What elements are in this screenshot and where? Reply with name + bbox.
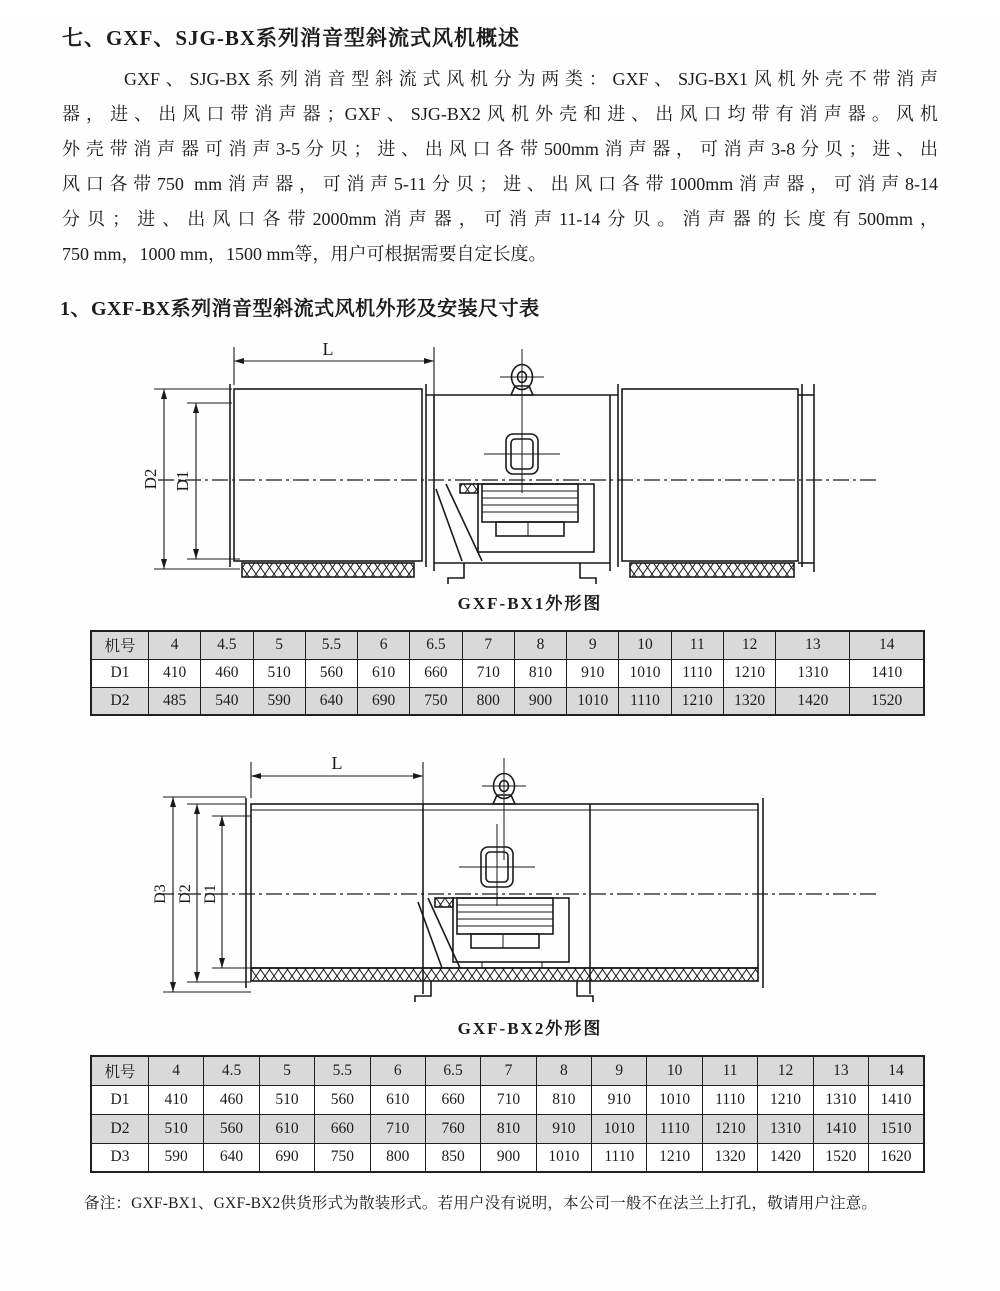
dimension-D2 [154, 389, 240, 569]
table-cell: 660 [410, 659, 462, 687]
table-cell: 1110 [702, 1085, 757, 1114]
table-cell: 690 [358, 687, 410, 715]
table-cell: 1310 [758, 1114, 813, 1143]
table-cell: 1010 [567, 687, 619, 715]
table-cell: 910 [567, 659, 619, 687]
table-row [91, 1085, 924, 1114]
table-cell: 560 [204, 1114, 259, 1143]
table-cell: 6.5 [410, 631, 462, 659]
table-cell: 10 [647, 1056, 702, 1085]
intro-line: 750 mm，1000 mm，1500 mm等，用户可根据需要自定长度。 [62, 244, 547, 264]
table-cell: 540 [201, 687, 253, 715]
row-label: D2 [91, 687, 148, 715]
table-cell: 4 [148, 1056, 203, 1085]
table-cell: 900 [481, 1143, 536, 1172]
table-cell: 750 [410, 687, 462, 715]
table-cell: 900 [514, 687, 566, 715]
dim-label-D3: D3 [152, 884, 169, 904]
row-label: 机号 [91, 631, 148, 659]
table-cell: 13 [776, 631, 850, 659]
table-cell: 710 [462, 659, 514, 687]
motor-assembly [436, 484, 594, 561]
table-cell: 810 [536, 1085, 591, 1114]
figure-bx1 [130, 327, 930, 614]
table-cell: 6 [370, 1056, 425, 1085]
table-cell: 1510 [869, 1114, 924, 1143]
table-cell: 1410 [850, 659, 924, 687]
table-cell: 1110 [671, 659, 723, 687]
table-cell: 5.5 [315, 1056, 370, 1085]
footnote: 备注：GXF-BX1、GXF-BX2供货形式为散装形式。若用户没有说明，本公司一般不在法兰上打孔，敬请用户注意。 [84, 1195, 878, 1212]
row-label: D1 [91, 1085, 148, 1114]
table-row [91, 1143, 924, 1172]
table-cell: 1320 [723, 687, 775, 715]
table-cell: 5 [259, 1056, 314, 1085]
dim-label-L: L [331, 753, 343, 773]
table-cell: 12 [723, 631, 775, 659]
table-cell: 1010 [647, 1085, 702, 1114]
table-cell: 10 [619, 631, 671, 659]
table-cell: 810 [514, 659, 566, 687]
table-cell: 1620 [869, 1143, 924, 1172]
table-cell: 410 [148, 1085, 203, 1114]
table-cell: 13 [813, 1056, 868, 1085]
table-cell: 8 [536, 1056, 591, 1085]
dims-table-1 [90, 630, 925, 716]
table-cell: 640 [305, 687, 357, 715]
table-row [91, 631, 924, 659]
table-cell: 1410 [813, 1114, 868, 1143]
intro-line: 分贝；进、出风口各带2000mm消声器，可消声11-14分贝。消声器的长度有500mm， [62, 209, 938, 229]
table-cell: 4.5 [204, 1056, 259, 1085]
table-cell: 1420 [758, 1143, 813, 1172]
table-cell: 11 [671, 631, 723, 659]
table-cell: 1210 [723, 659, 775, 687]
table-cell: 1110 [619, 687, 671, 715]
row-label: D2 [91, 1114, 148, 1143]
section-heading: 1、GXF-BX系列消音型斜流式风机外形及安装尺寸表 [60, 298, 540, 320]
table-cell: 800 [462, 687, 514, 715]
figure-bx2-caption: GXF-BX2外形图 [457, 1019, 603, 1038]
table-cell: 14 [850, 631, 924, 659]
table-cell: 1210 [758, 1085, 813, 1114]
table-cell: 560 [315, 1085, 370, 1114]
support-feet [415, 981, 593, 1002]
table-cell: 1520 [850, 687, 924, 715]
table-cell: 810 [481, 1114, 536, 1143]
table-cell: 750 [315, 1143, 370, 1172]
table-cell: 760 [425, 1114, 480, 1143]
figure-bx1-drawing [130, 327, 930, 587]
table-cell: 660 [425, 1085, 480, 1114]
table-cell: 610 [259, 1114, 314, 1143]
dimension-D1 [187, 403, 240, 559]
support-feet [448, 563, 596, 584]
figure-bx2-drawing [130, 742, 930, 1012]
dim-label-L: L [322, 339, 334, 359]
table-cell: 1010 [592, 1114, 647, 1143]
dims-table-2-wrap [90, 1055, 925, 1173]
table-cell: 710 [481, 1085, 536, 1114]
table-cell: 1010 [619, 659, 671, 687]
table-cell: 9 [567, 631, 619, 659]
dims-table-2 [90, 1055, 925, 1173]
silencer-hatch [242, 563, 414, 577]
table-cell: 910 [536, 1114, 591, 1143]
table-cell: 1210 [671, 687, 723, 715]
table-cell: 850 [425, 1143, 480, 1172]
eyebolt-icon [500, 349, 544, 421]
table-cell: 1010 [536, 1143, 591, 1172]
row-label: D1 [91, 659, 148, 687]
table-cell: 1210 [647, 1143, 702, 1172]
table-cell: 11 [702, 1056, 757, 1085]
intro-line: 器，进、出风口带消声器；GXF、SJG-BX2风机外壳和进、出风口均带有消声器。风机 [62, 104, 938, 124]
table-cell: 460 [204, 1085, 259, 1114]
table-cell: 9 [592, 1056, 647, 1085]
motor-assembly [418, 898, 569, 968]
table-row [91, 659, 924, 687]
row-label: D3 [91, 1143, 148, 1172]
table-cell: 1310 [813, 1085, 868, 1114]
table-row [91, 687, 924, 715]
table-cell: 510 [253, 659, 305, 687]
table-cell: 14 [869, 1056, 924, 1085]
table-cell: 460 [201, 659, 253, 687]
table-cell: 640 [204, 1143, 259, 1172]
intro-line: 外壳带消声器可消声3-5分贝；进、出风口各带500mm消声器，可消声3-8分贝；进、出 [62, 139, 938, 159]
table-cell: 410 [148, 659, 200, 687]
table-cell: 910 [592, 1085, 647, 1114]
table-cell: 1110 [647, 1114, 702, 1143]
table-cell: 8 [514, 631, 566, 659]
table-cell: 710 [370, 1114, 425, 1143]
eyebolt-icon [482, 758, 526, 860]
document-page [0, 22, 1000, 1291]
intro-line: GXF、SJG-BX系列消音型斜流式风机分为两类：GXF、SJG-BX1风机外壳不带消声 [124, 69, 938, 89]
table-cell: 660 [315, 1114, 370, 1143]
table-cell: 1420 [776, 687, 850, 715]
table-cell: 485 [148, 687, 200, 715]
dim-label-D1: D1 [202, 884, 219, 904]
table-cell: 800 [370, 1143, 425, 1172]
table-cell: 1210 [702, 1114, 757, 1143]
table-cell: 610 [358, 659, 410, 687]
table-cell: 4 [148, 631, 200, 659]
dim-label-D1: D1 [173, 470, 192, 492]
table-cell: 1110 [592, 1143, 647, 1172]
table-cell: 1320 [702, 1143, 757, 1172]
silencer-hatch [251, 968, 758, 981]
table-row [91, 1114, 924, 1143]
table-row [91, 1056, 924, 1085]
table-cell: 12 [758, 1056, 813, 1085]
table-cell: 590 [253, 687, 305, 715]
dimension-L [234, 347, 434, 477]
dim-label-D2: D2 [141, 468, 160, 490]
figure-bx1-caption: GXF-BX1外形图 [457, 594, 603, 613]
table-cell: 7 [481, 1056, 536, 1085]
table-cell: 610 [370, 1085, 425, 1114]
row-label: 机号 [91, 1056, 148, 1085]
dim-label-D2: D2 [177, 884, 194, 904]
table-cell: 510 [148, 1114, 203, 1143]
junction-box-icon [484, 411, 560, 493]
dimension-D2 [187, 804, 251, 982]
table-cell: 1410 [869, 1085, 924, 1114]
table-cell: 690 [259, 1143, 314, 1172]
table-cell: 590 [148, 1143, 203, 1172]
figure-bx2 [130, 742, 930, 1039]
table-cell: 6.5 [425, 1056, 480, 1085]
silencer-hatch [630, 563, 794, 577]
table-cell: 6 [358, 631, 410, 659]
table-cell: 510 [259, 1085, 314, 1114]
dims-table-1-wrap [90, 630, 925, 716]
table-cell: 560 [305, 659, 357, 687]
table-cell: 5.5 [305, 631, 357, 659]
table-cell: 1310 [776, 659, 850, 687]
table-cell: 1520 [813, 1143, 868, 1172]
table-cell: 7 [462, 631, 514, 659]
table-cell: 5 [253, 631, 305, 659]
intro-paragraph [62, 62, 938, 272]
table-cell: 4.5 [201, 631, 253, 659]
intro-line: 风口各带750 mm消声器，可消声5-11分贝；进、出风口各带1000mm消声器，可消声8-14 [62, 174, 938, 194]
page-title: 七、GXF、SJG-BX系列消音型斜流式风机概述 [62, 26, 521, 50]
